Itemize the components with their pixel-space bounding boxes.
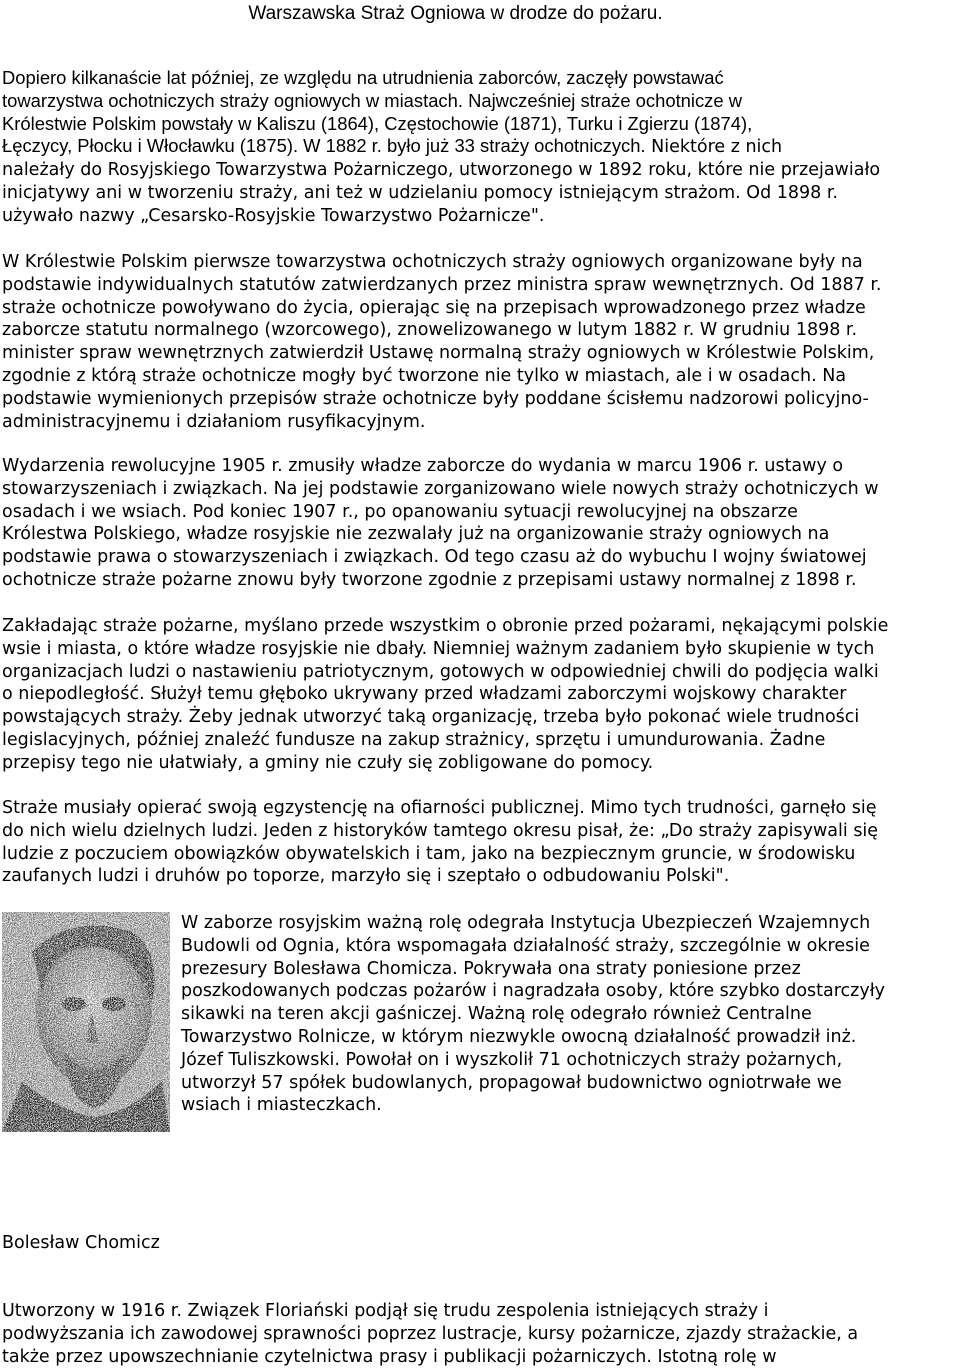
text-line: zgodnie z którą straże ochotnicze mogły być tworzone nie tylko w miastach, ale i w osadach. Na: [2, 365, 847, 386]
text-line: Straże musiały opierać swoją egzystencję na ofiarności publicznej. Mimo tych trudności, garnęło się: [2, 798, 877, 818]
text-line: Królestwie Polskim powstały w Kaliszu (1864), Częstochowie (1871), Turku i Zgierzu (1874),: [2, 112, 753, 134]
photo-side-text: [181, 912, 951, 1117]
page-title: Warszawska Straż Ogniowa w drodze do pożaru.: [248, 3, 663, 24]
text-line: podstawie prawa o stowarzyszeniach i związkach. Od tego czasu aż do wybuchu I wojny światowej: [2, 547, 867, 568]
text-line: Józef Tuliszkowski. Powołał on i wyszkolił 71 ochotniczych straży pożarnych,: [181, 1049, 843, 1070]
text-segment: Niektóre z nich: [645, 137, 783, 158]
text-line: zaufanych ludzi i druhów po toporze, marzyło się i szeptało o odbudowaniu Polski".: [2, 866, 730, 887]
text-line: Towarzystwo Rolnicze, w którym niezwykle owocną działalność prowadził inż.: [181, 1026, 857, 1047]
paragraph-3: [2, 455, 958, 592]
text-line: podstawie indywidualnych statutów zatwierdzanych przez ministra spraw wewnętrznych. Od 1887 r.: [2, 274, 882, 295]
text-line: podstawie wymienionych przepisów straże ochotnicze były poddane ścisłemu nadzorowi policyjno-: [2, 388, 869, 409]
text-line: inicjatywy ani w tworzeniu straży, ani też w udzielaniu pomocy istniejącym strażom. Od 1898 r.: [2, 182, 838, 203]
text-line: straże ochotnicze powoływano do życia, opierając się na przepisach wprowadzonego przez władze: [2, 297, 866, 318]
text-line: używało nazwy „Cesarsko-Rosyjskie Towarzystwo Pożarnicze".: [2, 205, 545, 226]
paragraph-1: [2, 67, 958, 228]
text-line: towarzystwa ochotniczych straży ogniowych w miastach. Najwcześniej straże ochotnicze w: [2, 89, 742, 111]
text-line: należały do Rosyjskiego Towarzystwa Pożarniczego, utworzonego w 1892 roku, które nie przejawiało: [2, 160, 881, 181]
text-line: Królestwa Polskiego, władze rosyjskie nie zezwalały już na organizowanie straży ogniowych na: [2, 524, 830, 545]
text-line: do nich wielu dzielnych ludzi. Jeden z historyków tamtego okresu pisał, że: „Do straży zapisywali się: [2, 820, 879, 841]
text-line: W Królestwie Polskim pierwsze towarzystwa ochotniczych straży ogniowych organizowane były na: [2, 252, 863, 272]
text-line: przepisy tego nie ułatwiały, a gminy nie czuły się zobligowane do pomocy.: [2, 752, 654, 773]
text-line: utworzył 57 spółek budowlanych, propagował budownictwo ogniotrwałe we: [181, 1072, 842, 1093]
text-line: sikawki na teren akcji gaśniczej. Ważną rolę odegrało również Centralne: [181, 1004, 812, 1025]
text-line: organizacjach ludzi o nastawieniu patriotycznym, gotowych w odpowiedniej chwili do podjęcia walki: [2, 661, 879, 682]
paragraph-4: [2, 615, 958, 775]
text-line: Dopiero kilkanaście lat później, ze względu na utrudnienia zaborców, zaczęły powstawać: [2, 67, 724, 88]
text-line: ochotnicze straże pożarne znowu były tworzone zgodnie z przepisami ustawy normalnej z 1898 r.: [2, 569, 857, 590]
text-segment: Łęczycy, Płocku i Włocławku (1875). W 1882 r. było już 33 straży ochotniczych.: [2, 135, 646, 157]
paragraph-2: [2, 251, 958, 433]
photo-caption: Bolesław Chomicz: [2, 1233, 160, 1253]
text-line: legislacyjnych, później znaleźć fundusze na zakup strażnicy, sprzętu i umundurowania. Żadne: [2, 729, 826, 750]
text-line: zaborcze statutu normalnego (wzorcowego), znowelizowanego w lutym 1882 r. W grudniu 1898 r.: [2, 320, 858, 341]
text-line: osadach i we wsiach. Pod koniec 1907 r., po opanowaniu sytuacji rewolucyjnej na obszarze: [2, 501, 798, 522]
text-line: prezesury Bolesława Chomicza. Pokrywała ona straty poniesione przez: [181, 958, 801, 979]
text-line: Utworzony w 1916 r. Związek Floriański podjął się trudu zespolenia istniejących straży i: [2, 1301, 769, 1321]
text-line: ludzie z poczuciem obowiązków obywatelskich i tam, jako na bezpiecznym gruncie, w środowisku: [2, 843, 856, 864]
text-line: W zaborze rosyjskim ważną rolę odegrała Instytucja Ubezpieczeń Wzajemnych: [181, 913, 871, 933]
paragraph-5: [2, 797, 958, 888]
text-line: administracyjnemu i działaniom rusyfikacyjnym.: [2, 411, 426, 432]
text-line: Zakładając straże pożarne, myślano przede wszystkim o obronie przed pożarami, nękającymi polskie: [2, 616, 889, 636]
paragraph-7: [2, 1300, 958, 1368]
text-line: Wydarzenia rewolucyjne 1905 r. zmusiły władze zaborcze do wydania w marcu 1906 r. ustawy o: [2, 456, 844, 476]
text-line: podwyższania ich zawodowej sprawności poprzez lustracje, kursy pożarnicze, zjazdy strażackie, a: [2, 1323, 859, 1344]
text-line: minister spraw wewnętrznych zatwierdził Ustawę normalną straży ogniowych w Królestwie Polskim,: [2, 343, 875, 364]
text-line: powstających straży. Żeby jednak utworzyć taką organizację, trzeba było pokonać wiele trudności: [2, 707, 860, 728]
text-line: stowarzyszeniach i związkach. Na jej podstawie zorganizowano wiele nowych straży ochotniczych w: [2, 478, 879, 499]
text-line: także przez upowszechnianie czytelnictwa prasy i publikacji pożarniczych. Istotną rolę w: [2, 1346, 777, 1367]
text-line: [2, 135, 958, 159]
text-line: Budowli od Ognia, która wspomagała działalność straży, szczególnie w okresie: [181, 935, 870, 956]
portrait-photo: [2, 912, 170, 1132]
text-line: poszkodowanych podczas pożarów i nagradzała osoby, które szybko dostarczyły: [181, 981, 886, 1002]
text-line: o niepodległość. Służył temu głęboko ukrywany przed władzami zaborczymi wojskowy charakter: [2, 684, 847, 705]
text-line: wsiach i miasteczkach.: [181, 1095, 382, 1116]
text-line: wsie i miasta, o które władze rosyjskie nie dbały. Niemniej ważnym zadaniem było skupienie w tych: [2, 638, 875, 659]
